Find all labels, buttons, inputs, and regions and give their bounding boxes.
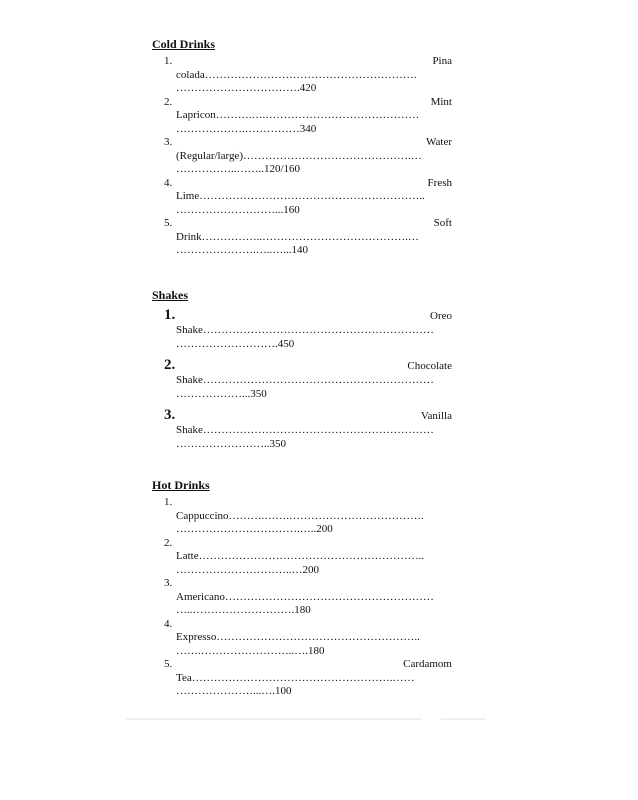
item-name-cont: Expresso……………………………………………….. bbox=[176, 631, 420, 643]
menu-item bbox=[164, 618, 452, 659]
item-name-cont: colada…………………………………………………. bbox=[176, 68, 417, 81]
item-number: 1. bbox=[164, 496, 173, 508]
item-number: 2. bbox=[164, 357, 176, 373]
item-name-cont: Tea……………………………………………….…… bbox=[176, 671, 415, 684]
item-number: 3. bbox=[164, 407, 176, 423]
item-name-cont: Americano………………………………………………… bbox=[176, 590, 434, 603]
item-number: 3. bbox=[164, 136, 173, 148]
item-name-cont: Cappuccino……….…….………………………………. bbox=[176, 509, 424, 522]
item-name-first: Soft bbox=[433, 217, 452, 229]
item-number: 1. bbox=[164, 307, 176, 323]
item-name-cont: Shake……………………………………………………… bbox=[176, 324, 434, 336]
item-number: 2. bbox=[164, 95, 173, 108]
item-price: ……………….……………340 bbox=[176, 122, 317, 135]
item-name-cont: Lime…………………………………………………….. bbox=[176, 190, 425, 202]
item-price: ………………………...160 bbox=[176, 203, 300, 216]
item-name-cont: (Regular/large)……………………………………….… bbox=[176, 149, 422, 162]
menu-item bbox=[164, 307, 452, 351]
item-name-first: Cardamom bbox=[403, 658, 452, 670]
section-hot-drinks bbox=[152, 478, 462, 699]
menu-item bbox=[164, 577, 452, 618]
item-price: …………………………….…..200 bbox=[176, 523, 333, 535]
item-price: …………………………..…200 bbox=[176, 563, 319, 576]
item-price: ……………………..350 bbox=[176, 437, 286, 450]
menu-item bbox=[164, 96, 452, 137]
item-number: 2. bbox=[164, 536, 173, 549]
footer-divider-short bbox=[440, 718, 486, 720]
item-price: ………………….…..…...140 bbox=[176, 244, 308, 256]
item-name-cont: Latte…………………………………………………….. bbox=[176, 550, 425, 562]
section-title: Shakes bbox=[152, 288, 189, 302]
item-name-first: Oreo bbox=[430, 310, 452, 322]
item-name-cont: Drink……………..………………………………….… bbox=[176, 230, 419, 243]
menu-item bbox=[164, 496, 452, 537]
item-price: ……………..……..120/160 bbox=[176, 163, 301, 175]
item-number: 4. bbox=[164, 617, 173, 630]
section-title: Cold Drinks bbox=[152, 37, 216, 51]
item-number: 3. bbox=[164, 577, 173, 589]
item-name-first: Vanilla bbox=[420, 410, 452, 422]
item-name-cont: Shake……………………………………………………… bbox=[176, 424, 434, 436]
menu-item bbox=[164, 55, 452, 96]
item-name-first: Water bbox=[426, 136, 452, 148]
item-price: …….……………………..….180 bbox=[176, 644, 325, 657]
menu-item bbox=[164, 136, 452, 177]
item-name-cont: Shake……………………………………………………… bbox=[176, 374, 434, 386]
menu-item bbox=[164, 537, 452, 578]
footer-divider bbox=[126, 718, 422, 720]
item-name-first: Fresh bbox=[427, 176, 452, 189]
item-name-cont: Lapricon……….….…………………………………… bbox=[176, 109, 420, 121]
menu-item bbox=[164, 658, 452, 699]
item-number: 5. bbox=[164, 658, 173, 670]
section-title: Hot Drinks bbox=[152, 478, 210, 492]
item-price: …..……………………….180 bbox=[176, 604, 311, 616]
item-number: 5. bbox=[164, 217, 173, 229]
item-name-first: Mint bbox=[430, 95, 452, 108]
menu-item bbox=[164, 177, 452, 218]
item-number: 4. bbox=[164, 176, 173, 189]
section-shakes bbox=[152, 288, 462, 451]
item-price: …………………...….100 bbox=[176, 685, 292, 697]
item-price: …………………………….420 bbox=[176, 82, 317, 94]
item-number: 1. bbox=[164, 55, 173, 67]
item-name-first: Pina bbox=[432, 55, 452, 67]
menu-item bbox=[164, 357, 452, 401]
item-price: ……………………….450 bbox=[176, 337, 295, 350]
menu-item bbox=[164, 407, 452, 451]
section-cold-drinks bbox=[152, 37, 462, 258]
menu-item bbox=[164, 217, 452, 258]
item-name-first: Chocolate bbox=[407, 360, 452, 372]
item-price: ………………...350 bbox=[176, 387, 267, 400]
